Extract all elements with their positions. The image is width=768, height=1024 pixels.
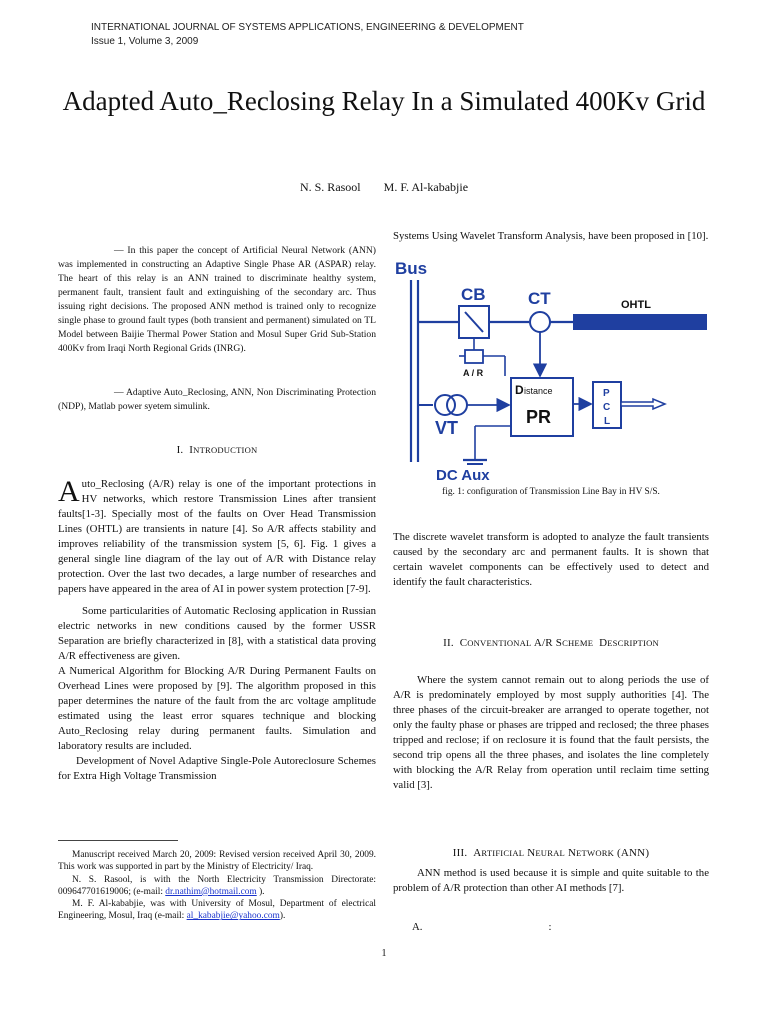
journal-name: INTERNATIONAL JOURNAL OF SYSTEMS APPLICATIONS, ENGINEERING & DEVELOPMENT (91, 22, 524, 33)
footnotes (58, 849, 376, 923)
section-2-heading: II. CONVENTIONAL A/R SCHEME DESCRIPTION (443, 637, 659, 649)
section-3-paragraph: ANN method is used because it is simple and quite suitable to the problem of A/R protection than other AI methods [7]. (393, 867, 709, 894)
footnote-author-2: M. F. Al-kababjie, was with University of Mosul, Department of electrical Engineering, Mosul, Iraq (e-mail: al_kababjie@yahoo.com). (58, 899, 376, 922)
keywords-text: Adaptive Auto_Reclosing, ANN, Non Discriminating Protection (NDP), Matlab power syetem simulink. (58, 387, 377, 412)
section-1-title-first: I (189, 444, 194, 456)
intro-paragraph-3: A Numerical Algorithm for Blocking A/R During Permanent Faults on Overhead Lines were proposed by [9]. The algorithm proposed in this paper determines the nature of the fault from the arc voltage amplitude estimated using the least error squares technique and blocking Auto_Reclosing relay during permanent faults. Simulation and laboratory results are included. (58, 665, 376, 752)
subsection-a-colon: : (548, 921, 552, 933)
email-link-1[interactable]: dr.nathim@hotmail.com (165, 886, 257, 897)
vt-coil-1 (435, 395, 455, 415)
pcl-l: L (604, 416, 611, 427)
authors (0, 180, 768, 195)
ar-box (465, 350, 483, 363)
vt-coil-2 (447, 395, 467, 415)
paper-title: Adapted Auto_Reclosing Relay In a Simulated 400Kv Grid (62, 86, 706, 116)
figure-1-diagram (393, 256, 709, 484)
figure-1-caption: fig. 1: configuration of Transmission Line Bay in HV S/S. (442, 487, 660, 497)
section-1-title-rest: NTRODUCTION (193, 445, 258, 455)
pcl-c: C (603, 402, 611, 413)
subsection-a (412, 920, 572, 935)
vt-label: VT (435, 418, 459, 438)
section-3-body (393, 866, 709, 896)
intro-continuation: Systems Using Wavelet Transform Analysis, have been proposed in [10]. (393, 230, 709, 242)
section-1-number: I. (176, 444, 184, 456)
ct-label: CT (528, 289, 551, 308)
intro-paragraph-4: Development of Novel Adaptive Single-Pole Autoreclosure Schemes for Extra High Voltage Transmission (58, 755, 376, 782)
ohtl-label: OHTL (621, 299, 651, 311)
dcaux-label: DC Aux (436, 467, 490, 484)
intro-paragraph-2: Some particularities of Automatic Reclosing application in Russian electric networks in new conditions caused by the former USSR Separation are briefly characterized in [8], with a statistical data proving A/R effectiveness are given. (58, 605, 376, 662)
distance-d: D (515, 383, 524, 397)
page-number: 1 (381, 948, 387, 959)
drop-cap: A (58, 475, 80, 508)
intro-paragraph-1: uto_Reclosing (A/R) relay is one of the important protections in HV networks, which restore Transmission Lines after transient faults[1-3]. Specially most of the faults on Over Head Transmission Lines (OHTL) are transients in nature [4]. So A/R affects stability and improves reliability of the transmission system [5, 6]. Fig. 1 gives a general single line diagram of the lay out of A/R with Distance relay protection. Over the last two decades, a large number of researches and papers have appeared in the area of AI in power system protection [7-9]. (58, 478, 376, 595)
abstract-text: In this paper the concept of Artificial Neural Network (ANN) was implemented in constructing an Adaptive Single Phase AR (ASPAR) relay. The heart of this relay is an ANN trained to discriminate healthy system, permanent fault, transient fault and extinguishing of the secondary arc. Thus issuing right decisions. The proposed ANN method is trained only to recognize single phase to ground fault types (both transient and permanent) simulated on TL Model between Baijie Thermal Power Station and Mosul Super Grid Sub-Station 400Kv from Iraqi North Regional Grids (INRG). (58, 245, 376, 354)
ct-symbol (530, 312, 550, 332)
bus-label: Bus (395, 259, 428, 278)
subsection-a-label: A. (412, 921, 423, 933)
ar-label: A / R (463, 368, 484, 378)
keywords-dash: — (114, 387, 124, 398)
ohtl-line (573, 314, 707, 330)
section-2-paragraph: Where the system cannot remain out to along periods the use of A/R is predominately employed by most supply authorities [4]. The three phases of the circuit-breaker are arranged to operate together, not only the faulty phase or phases are tripped and reclosed; the three phases tripped and reclose; if on reclosure it is found that the fault persists, the second trip opens all the three phases, and isolates the line completely with blocking the A/R Relay from operation until reclaim time setting valid [3]. (393, 674, 709, 791)
distance-rest: istance (524, 386, 553, 396)
section-1-heading (58, 444, 376, 456)
keywords (58, 386, 376, 414)
author-2: M. F. Al-kababjie (383, 180, 469, 194)
footnote-author-1: N. S. Rasool, is with the North Electricity Transmission Directorate: 009647701619006; (e-mail: dr.nathim@hotmail.com ). (58, 874, 376, 897)
pcl-output-arrow (621, 399, 665, 409)
author-1: N. S. Rasool (299, 180, 361, 194)
issue-info: Issue 1, Volume 3, 2009 (91, 36, 199, 47)
email-link-2[interactable]: al_kababjie@yahoo.com (186, 911, 280, 922)
section-1-body (58, 477, 376, 784)
footnote-received: Manuscript received March 20, 2009: Revised version received April 30, 2009. This work was supported in part by the Ministry of Electricity/ Iraq. (58, 850, 376, 873)
pr-label: PR (526, 407, 552, 427)
footnote-rule (58, 840, 178, 841)
section-3-heading: III. ARTIFICIAL NEURAL NETWORK (ANN) (452, 847, 650, 859)
pcl-p: P (603, 388, 610, 399)
section-2-body (393, 673, 709, 793)
abstract (58, 244, 376, 356)
abstract-dash: — (114, 245, 124, 256)
cb-label: CB (461, 285, 486, 304)
intro-paragraph-5: The discrete wavelet transform is adopted to analyze the fault transients caused by the secondary arc and permanent faults. It is shown that certain wavelet components can be effectively used to detect and identify the fault characteristics. (393, 531, 709, 588)
